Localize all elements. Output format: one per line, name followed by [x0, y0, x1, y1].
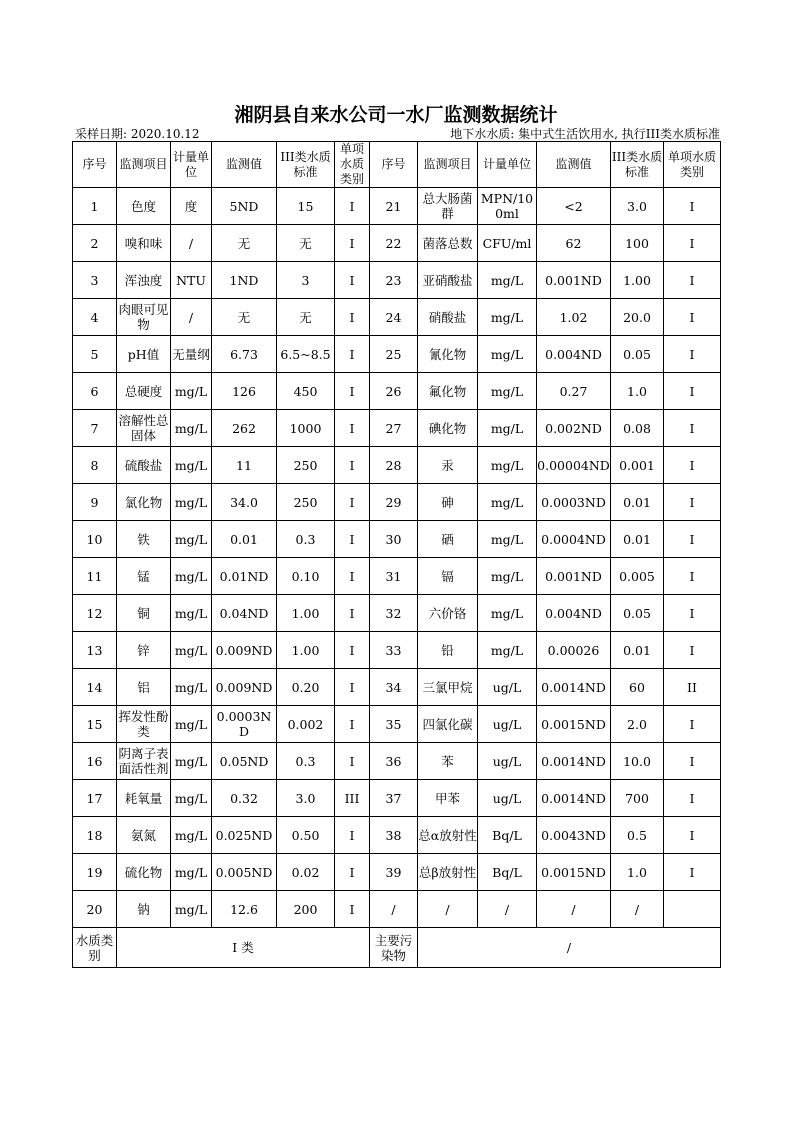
table-cell: 0.10 [277, 558, 335, 595]
monitoring-table [72, 141, 721, 968]
table-cell: / [611, 891, 664, 928]
table-cell: 10.0 [611, 743, 664, 780]
table-cell: I [335, 632, 370, 669]
table-cell: 21 [370, 188, 418, 225]
table-cell: 1.0 [611, 373, 664, 410]
table-cell: pH值 [117, 336, 171, 373]
table-cell: 锰 [117, 558, 171, 595]
table-cell: 3 [277, 262, 335, 299]
table-cell: I [335, 669, 370, 706]
table-row [73, 817, 721, 854]
table-row [73, 595, 721, 632]
table-cell: 12.6 [212, 891, 277, 928]
header-row [73, 142, 721, 188]
table-cell: 22 [370, 225, 418, 262]
table-cell: 总硬度 [117, 373, 171, 410]
table-cell: 溶解性总固体 [117, 410, 171, 447]
table-cell: NTU [171, 262, 212, 299]
table-cell: 碘化物 [418, 410, 478, 447]
table-cell: 氨氮 [117, 817, 171, 854]
table-cell: 0.32 [212, 780, 277, 817]
table-cell: 100 [611, 225, 664, 262]
table-cell: 铝 [117, 669, 171, 706]
table-cell: 0.00026 [537, 632, 611, 669]
table-cell: 38 [370, 817, 418, 854]
pollutant-label: 主要污染物 [370, 928, 418, 968]
table-cell: 700 [611, 780, 664, 817]
table-cell: I [664, 410, 721, 447]
table-cell: 1.00 [277, 632, 335, 669]
table-cell: 0.001ND [537, 262, 611, 299]
table-cell: / [418, 891, 478, 928]
table-cell: 0.001ND [537, 558, 611, 595]
table-cell: I [664, 780, 721, 817]
table-cell: 硫化物 [117, 854, 171, 891]
table-cell: I [664, 225, 721, 262]
table-cell: 0.0003ND [537, 484, 611, 521]
table-cell: 35 [370, 706, 418, 743]
water-info: 地下水水质: 集中式生活饮用水, 执行III类水质标准 [450, 127, 720, 141]
table-cell: 总大肠菌群 [418, 188, 478, 225]
table-cell: ug/L [478, 743, 537, 780]
table-cell: 0.5 [611, 817, 664, 854]
table-cell: 铁 [117, 521, 171, 558]
table-row [73, 743, 721, 780]
table-cell [664, 891, 721, 928]
table-cell: I [664, 595, 721, 632]
table-cell: 24 [370, 299, 418, 336]
table-cell: 苯 [418, 743, 478, 780]
table-cell: 色度 [117, 188, 171, 225]
table-cell: I [664, 447, 721, 484]
table-row [73, 262, 721, 299]
table-cell: 总β放射性 [418, 854, 478, 891]
table-cell: 0.05 [611, 336, 664, 373]
table-cell: 0.08 [611, 410, 664, 447]
table-cell: 17 [73, 780, 117, 817]
table-cell: 6.73 [212, 336, 277, 373]
table-cell: 7 [73, 410, 117, 447]
column-header: 单项水质类别 [664, 142, 721, 188]
table-row [73, 854, 721, 891]
table-cell: 0.05 [611, 595, 664, 632]
table-cell: I [664, 521, 721, 558]
table-cell: 0.0014ND [537, 743, 611, 780]
table-cell: 6.5~8.5 [277, 336, 335, 373]
table-cell: / [537, 891, 611, 928]
table-cell: 16 [73, 743, 117, 780]
table-cell: I [335, 484, 370, 521]
table-cell: <2 [537, 188, 611, 225]
table-row [73, 891, 721, 928]
table-cell: mg/L [171, 447, 212, 484]
pollutant-value: / [418, 928, 721, 968]
table-cell: 200 [277, 891, 335, 928]
table-row [73, 373, 721, 410]
table-cell: 钠 [117, 891, 171, 928]
table-cell: 36 [370, 743, 418, 780]
table-cell: 12 [73, 595, 117, 632]
table-cell: Bq/L [478, 854, 537, 891]
table-cell: 硝酸盐 [418, 299, 478, 336]
table-cell: 0.002ND [537, 410, 611, 447]
table-cell: I [664, 373, 721, 410]
table-cell: ug/L [478, 780, 537, 817]
column-header: 监测值 [537, 142, 611, 188]
table-cell: mg/L [171, 595, 212, 632]
table-cell: I [335, 706, 370, 743]
table-cell: 37 [370, 780, 418, 817]
table-cell: 四氯化碳 [418, 706, 478, 743]
table-row [73, 632, 721, 669]
table-cell: 0.27 [537, 373, 611, 410]
table-cell: I [664, 854, 721, 891]
table-row [73, 410, 721, 447]
table-cell: 0.004ND [537, 595, 611, 632]
table-cell: 嗅和味 [117, 225, 171, 262]
table-row [73, 447, 721, 484]
table-cell: I [664, 743, 721, 780]
table-cell: mg/L [171, 373, 212, 410]
quality-value: I 类 [117, 928, 370, 968]
table-cell: 33 [370, 632, 418, 669]
table-cell: 0.005 [611, 558, 664, 595]
table-cell: 18 [73, 817, 117, 854]
table-cell: 砷 [418, 484, 478, 521]
quality-label: 水质类别 [73, 928, 117, 968]
table-cell: 汞 [418, 447, 478, 484]
table-cell: I [664, 299, 721, 336]
table-cell: I [335, 891, 370, 928]
table-cell: 1.00 [277, 595, 335, 632]
table-cell: 0.002 [277, 706, 335, 743]
table-cell: 0.01 [611, 632, 664, 669]
table-cell: CFU/ml [478, 225, 537, 262]
table-cell: 0.0015ND [537, 854, 611, 891]
table-cell: 25 [370, 336, 418, 373]
table-cell: 0.0004ND [537, 521, 611, 558]
table-cell: 0.02 [277, 854, 335, 891]
table-cell: mg/L [171, 521, 212, 558]
table-cell: mg/L [478, 299, 537, 336]
table-cell: I [664, 336, 721, 373]
table-cell: 6 [73, 373, 117, 410]
table-cell: 铜 [117, 595, 171, 632]
table-cell: mg/L [478, 262, 537, 299]
table-cell: I [335, 410, 370, 447]
table-cell: 60 [611, 669, 664, 706]
table-cell: 0.0014ND [537, 780, 611, 817]
table-cell: mg/L [478, 484, 537, 521]
table-cell: 0.0014ND [537, 669, 611, 706]
table-cell: 0.01ND [212, 558, 277, 595]
table-cell: mg/L [478, 558, 537, 595]
table-cell: 11 [73, 558, 117, 595]
table-cell: 450 [277, 373, 335, 410]
table-cell: 0.005ND [212, 854, 277, 891]
table-cell: mg/L [171, 410, 212, 447]
column-header: 序号 [73, 142, 117, 188]
table-cell: / [370, 891, 418, 928]
table-cell: mg/L [478, 521, 537, 558]
table-cell: mg/L [171, 706, 212, 743]
table-cell: 19 [73, 854, 117, 891]
table-cell: I [335, 558, 370, 595]
table-row [73, 669, 721, 706]
table-cell: 11 [212, 447, 277, 484]
table-cell: 氰化物 [418, 336, 478, 373]
table-cell: 15 [73, 706, 117, 743]
table-cell: 镉 [418, 558, 478, 595]
table-cell: 3 [73, 262, 117, 299]
column-header: 监测值 [212, 142, 277, 188]
table-cell: 0.50 [277, 817, 335, 854]
sample-date: 采样日期: 2020.10.12 [75, 127, 200, 141]
table-cell: 无 [277, 225, 335, 262]
table-row [73, 521, 721, 558]
table-row [73, 780, 721, 817]
table-cell: I [335, 188, 370, 225]
table-cell: 0.025ND [212, 817, 277, 854]
table-cell: mg/L [171, 854, 212, 891]
table-cell: 31 [370, 558, 418, 595]
table-cell: 无 [212, 225, 277, 262]
table-cell: I [664, 706, 721, 743]
table-row [73, 336, 721, 373]
table-cell: 1.0 [611, 854, 664, 891]
table-cell: 0.04ND [212, 595, 277, 632]
column-header: III类水质标准 [611, 142, 664, 188]
table-cell: mg/L [171, 669, 212, 706]
table-cell: ug/L [478, 706, 537, 743]
table-cell: I [335, 817, 370, 854]
table-row [73, 558, 721, 595]
table-cell: 1.00 [611, 262, 664, 299]
column-header: 单项水质类别 [335, 142, 370, 188]
table-cell: 0.3 [277, 521, 335, 558]
table-cell: I [664, 262, 721, 299]
table-cell: 14 [73, 669, 117, 706]
table-cell: 0.01 [611, 484, 664, 521]
summary-row [73, 928, 721, 968]
table-cell: mg/L [171, 780, 212, 817]
table-cell: II [664, 669, 721, 706]
table-cell: 20.0 [611, 299, 664, 336]
table-cell: 5 [73, 336, 117, 373]
table-cell: 3.0 [277, 780, 335, 817]
table-cell: 26 [370, 373, 418, 410]
column-header: 计量单位 [478, 142, 537, 188]
table-cell: 32 [370, 595, 418, 632]
table-row [73, 299, 721, 336]
table-cell: 菌落总数 [418, 225, 478, 262]
table-cell: I [664, 632, 721, 669]
table-cell: 126 [212, 373, 277, 410]
column-header: 监测项目 [418, 142, 478, 188]
table-cell: I [335, 521, 370, 558]
table-cell: 0.009ND [212, 632, 277, 669]
table-cell: 无 [277, 299, 335, 336]
table-cell: I [664, 817, 721, 854]
table-cell: 度 [171, 188, 212, 225]
table-cell: 2.0 [611, 706, 664, 743]
table-cell: 阴离子表面活性剂 [117, 743, 171, 780]
table-cell: I [335, 447, 370, 484]
table-cell: I [335, 373, 370, 410]
table-cell: / [171, 225, 212, 262]
table-cell: mg/L [171, 632, 212, 669]
table-cell: mg/L [171, 558, 212, 595]
table-cell: / [478, 891, 537, 928]
table-cell: 锌 [117, 632, 171, 669]
table-cell: I [335, 336, 370, 373]
table-cell: 15 [277, 188, 335, 225]
table-cell: 0.01 [212, 521, 277, 558]
table-cell: 1 [73, 188, 117, 225]
table-cell: 0.20 [277, 669, 335, 706]
table-cell: 23 [370, 262, 418, 299]
table-cell: 0.05ND [212, 743, 277, 780]
table-cell: 三氯甲烷 [418, 669, 478, 706]
table-cell: I [664, 558, 721, 595]
table-cell: 0.0015ND [537, 706, 611, 743]
column-header: III类水质标准 [277, 142, 335, 188]
table-cell: 27 [370, 410, 418, 447]
table-cell: 挥发性酚类 [117, 706, 171, 743]
table-cell: 1ND [212, 262, 277, 299]
table-cell: 34.0 [212, 484, 277, 521]
table-cell: 0.3 [277, 743, 335, 780]
table-cell: 甲苯 [418, 780, 478, 817]
table-cell: 10 [73, 521, 117, 558]
table-cell: 氯化物 [117, 484, 171, 521]
table-cell: 20 [73, 891, 117, 928]
table-cell: 0.01 [611, 521, 664, 558]
table-cell: 0.0043ND [537, 817, 611, 854]
table-cell: 硫酸盐 [117, 447, 171, 484]
table-cell: I [335, 262, 370, 299]
table-cell: 250 [277, 484, 335, 521]
table-cell: 34 [370, 669, 418, 706]
table-cell: III [335, 780, 370, 817]
table-row [73, 484, 721, 521]
table-cell: I [664, 188, 721, 225]
table-cell: 亚硝酸盐 [418, 262, 478, 299]
table-cell: mg/L [478, 595, 537, 632]
column-header: 监测项目 [117, 142, 171, 188]
table-cell: mg/L [171, 484, 212, 521]
column-header: 序号 [370, 142, 418, 188]
table-cell: mg/L [478, 447, 537, 484]
table-cell: I [335, 854, 370, 891]
table-cell: Bq/L [478, 817, 537, 854]
table-row [73, 225, 721, 262]
table-cell: 3.0 [611, 188, 664, 225]
table-cell: I [335, 743, 370, 780]
table-cell: mg/L [171, 817, 212, 854]
table-cell: 0.00004ND [537, 447, 611, 484]
table-cell: I [664, 484, 721, 521]
table-cell: mg/L [478, 336, 537, 373]
table-cell: 0.0003ND [212, 706, 277, 743]
table-cell: / [171, 299, 212, 336]
table-cell: 1.02 [537, 299, 611, 336]
table-cell: 总α放射性 [418, 817, 478, 854]
table-cell: 硒 [418, 521, 478, 558]
table-cell: 250 [277, 447, 335, 484]
table-cell: mg/L [478, 410, 537, 447]
meta-line [72, 125, 720, 141]
table-cell: 62 [537, 225, 611, 262]
table-cell: I [335, 225, 370, 262]
table-cell: 9 [73, 484, 117, 521]
table-cell: ug/L [478, 669, 537, 706]
table-cell: 耗氧量 [117, 780, 171, 817]
page-title: 湘阴县自来水公司一水厂监测数据统计 [234, 104, 558, 126]
table-cell: 0.004ND [537, 336, 611, 373]
table-cell: 29 [370, 484, 418, 521]
table-cell: 5ND [212, 188, 277, 225]
table-cell: 肉眼可见物 [117, 299, 171, 336]
table-cell: 无 [212, 299, 277, 336]
table-cell: 0.001 [611, 447, 664, 484]
table-cell: I [335, 299, 370, 336]
table-row [73, 188, 721, 225]
table-cell: 28 [370, 447, 418, 484]
table-cell: 8 [73, 447, 117, 484]
table-cell: 13 [73, 632, 117, 669]
table-cell: 30 [370, 521, 418, 558]
table-cell: 39 [370, 854, 418, 891]
table-cell: I [335, 595, 370, 632]
table-cell: 2 [73, 225, 117, 262]
table-cell: mg/L [478, 373, 537, 410]
table-cell: 4 [73, 299, 117, 336]
table-cell: 无量纲 [171, 336, 212, 373]
table-cell: 氟化物 [418, 373, 478, 410]
table-cell: mg/L [171, 743, 212, 780]
table-cell: 262 [212, 410, 277, 447]
table-cell: 0.009ND [212, 669, 277, 706]
table-cell: 1000 [277, 410, 335, 447]
table-cell: 铅 [418, 632, 478, 669]
table-cell: mg/L [171, 891, 212, 928]
column-header: 计量单位 [171, 142, 212, 188]
table-cell: mg/L [478, 632, 537, 669]
table-cell: MPN/100ml [478, 188, 537, 225]
table-cell: 六价铬 [418, 595, 478, 632]
table-cell: 浑浊度 [117, 262, 171, 299]
table-row [73, 706, 721, 743]
